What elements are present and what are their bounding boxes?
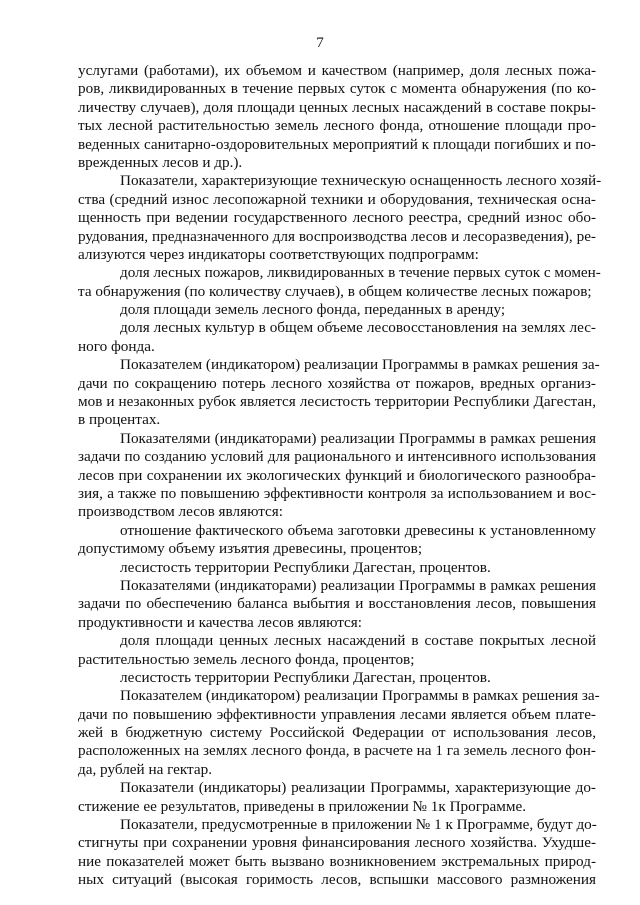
text-line: Показатели, предусмотренные в приложении № 1 к Программе, будут до- [120, 816, 597, 834]
text-line: врежденных лесов и др.). [78, 153, 243, 171]
text-line: услугами (работами), их объемом и качеством (например, доля лесных пожа- [78, 62, 596, 79]
text-line: Показатели (индикаторы) реализации Программы, характеризующие до- [120, 779, 596, 797]
text-line: стижение ее результатов, приведены в приложении № 1к Программе. [78, 797, 527, 815]
text-line: ров, ликвидированных в течение первых суток с момента обнаружения (по ко- [78, 80, 596, 98]
text-line: доля площади земель лесного фонда, переданных в аренду; [120, 301, 506, 319]
text-line: стигнуты при сохранении уровня финансирования лесного хозяйства. Ухудше- [78, 834, 596, 852]
text-line: Показателями (индикаторами) реализации Программы в рамках решения [120, 576, 596, 594]
text-line: Показателем (индикатором) реализации Программы в рамках решения за- [120, 687, 600, 705]
text-line: ние показателей может быть вызвано возникновением экстремальных природ- [78, 852, 596, 870]
text-line: растительностью земель лесного фонда, процентов; [78, 650, 415, 668]
text-line: в процентах. [78, 411, 161, 429]
text-line: Показателями (индикаторами) реализации Программы в рамках решения [120, 429, 596, 447]
text-line: да, рублей на гектар. [78, 760, 213, 778]
text-line: ных ситуаций (высокая горимость лесов, вспышки массового размножения [78, 871, 596, 889]
text-line: продуктивности и качества лесов являются: [78, 613, 363, 631]
text-line: доля лесных культур в общем объеме лесовосстановления на землях лес- [120, 319, 596, 337]
text-line: тых лесной растительностью земель лесного фонда, отношение площади про- [78, 117, 596, 135]
text-line: веденных санитарно-оздоровительных мероприятий к площади погибших и по- [78, 135, 596, 153]
text-line: лесов при сохранении их экологических функций и биологического разнообра- [78, 466, 596, 484]
text-line: допустимому объему изъятия древесины, процентов; [78, 540, 423, 558]
text-line: ного фонда. [78, 337, 155, 355]
text-line: дачи по повышению эффективности управления лесами является объем плате- [78, 705, 596, 723]
text-line: Показатели, характеризующие техническую оснащенность лесного хозяй- [120, 172, 602, 190]
text-line: расположенных на землях лесного фонда, в расчете на 1 га земель лесного фон- [78, 742, 596, 760]
page-number: 7 [316, 35, 324, 51]
document-body [78, 62, 602, 890]
text-line: Показателем (индикатором) реализации Программы в рамках решения за- [120, 356, 600, 374]
text-line: та обнаружения (по количеству случаев), в общем количестве лесных пожаров; [78, 282, 592, 300]
text-line: производством лесов являются: [78, 503, 283, 521]
text-line: дачи по сокращению потерь лесного хозяйства от пожаров, вредных организ- [78, 374, 596, 392]
text-line: доля площади ценных лесных насаждений в составе покрытых лесной [120, 632, 596, 650]
text-line: лесистость территории Республики Дагестан, процентов. [120, 558, 491, 576]
text-line: ства (средний износ лесопожарной техники и оборудования, техническая осна- [78, 190, 596, 208]
text-line: доля лесных пожаров, ликвидированных в течение первых суток с момен- [120, 264, 601, 282]
text-line: ализуются через индикаторы соответствующих подпрограмм: [78, 245, 479, 263]
text-line: зия, а также по повышению эффективности контроля за использованием и вос- [78, 484, 596, 502]
text-line: отношение фактического объема заготовки древесины к установленному [120, 521, 596, 539]
text-line: задачи по обеспечению баланса выбытия и восстановления лесов, повышения [78, 595, 596, 613]
text-line: мов и незаконных рубок является лесистость территории Республики Дагестан, [78, 393, 596, 411]
text-line: личеству случаев), доля площади ценных лесных насаждений в составе покры- [78, 98, 596, 116]
text-line: жей в бюджетную систему Российской Федерации от использования лесов, [78, 724, 596, 742]
text-line: лесистость территории Республики Дагестан, процентов. [120, 668, 491, 686]
text-line: рудования, предназначенного для воспроизводства лесов и лесоразведения), ре- [78, 227, 596, 245]
text-line: задачи по созданию условий для рационального и интенсивного использования [78, 448, 596, 466]
text-line: щенность при ведении государственного лесного реестра, средний износ обо- [78, 209, 596, 227]
